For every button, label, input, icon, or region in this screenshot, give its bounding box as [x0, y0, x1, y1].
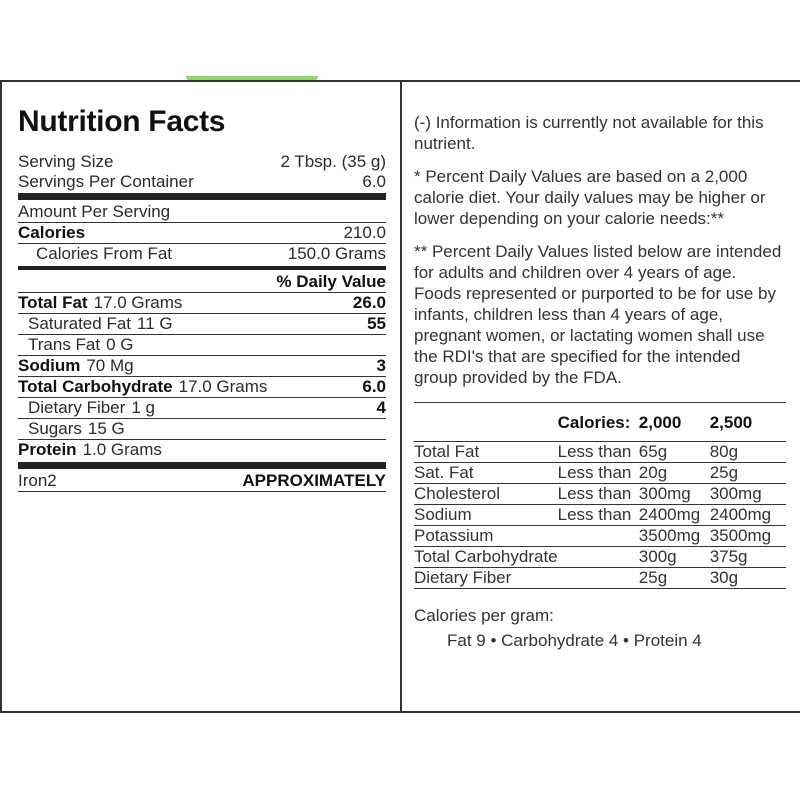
nutrient-name: Total Carbohydrate	[414, 547, 558, 566]
qualifier: Less than	[557, 505, 632, 524]
sodium-dv: 3	[376, 356, 386, 375]
dietary-fiber-amount: 1 g	[131, 398, 155, 417]
value-2500: 80g	[709, 442, 739, 461]
sodium-row	[18, 356, 386, 377]
nutrient-name: Dietary Fiber	[414, 568, 512, 587]
serving-size-value: 2 Tbsp. (35 g)	[280, 152, 386, 171]
value-2000: 3500mg	[638, 526, 701, 545]
calories-label: Calories	[18, 223, 86, 242]
table-row	[414, 568, 786, 589]
rdi-note: ** Percent Daily Values listed below are intended for adults and children over 4 years of age. Foods represented or purported to be for use by infants, children less than 4 years of age, pregnant women, or lactating women shall use the RDI's that are specified for the intended group provided by the FDA.	[414, 242, 782, 387]
value-2000: 65g	[638, 442, 668, 461]
nutrient-name: Sat. Fat	[414, 463, 474, 482]
servings-per-container-row	[18, 172, 386, 200]
serving-size-label: Serving Size	[18, 152, 114, 171]
nutrient-name: Total Fat	[414, 442, 480, 461]
nutrient-name: Sodium	[414, 505, 472, 524]
daily-values-table	[414, 403, 786, 589]
sodium-label: Sodium	[18, 356, 81, 375]
value-2000: 300g	[638, 547, 677, 566]
protein-amount: 1.0 Grams	[82, 440, 162, 459]
qualifier: Less than	[557, 442, 632, 461]
daily-values-header-row	[414, 403, 786, 442]
trans-fat-label: Trans Fat	[28, 335, 101, 354]
value-2500: 3500mg	[709, 526, 772, 545]
col-2500-header: 2,500	[709, 413, 753, 432]
dietary-fiber-row	[18, 398, 386, 419]
daily-value-header: % Daily Value	[276, 272, 386, 291]
saturated-fat-row	[18, 314, 386, 335]
sugars-amount: 15 G	[87, 419, 125, 438]
value-2500: 30g	[709, 568, 739, 587]
calories-value: 210.0	[343, 223, 386, 242]
trans-fat-row	[18, 335, 386, 356]
trans-fat-amount: 0 G	[106, 335, 134, 354]
daily-values-panel	[414, 112, 786, 651]
nutrition-facts-panel	[18, 104, 386, 492]
iron-value: APPROXIMATELY	[242, 471, 386, 490]
calories-header: Calories:	[557, 413, 631, 432]
info-unavailable-note: (-) Information is currently not available for this nutrient.	[414, 113, 764, 153]
table-row	[414, 547, 786, 568]
qualifier	[558, 526, 639, 547]
protein-label: Protein	[18, 440, 77, 459]
total-carbohydrate-label: Total Carbohydrate	[18, 377, 173, 396]
sugars-label: Sugars	[28, 419, 82, 438]
calories-from-fat-label: Calories From Fat	[36, 244, 173, 263]
calories-per-gram-label: Calories per gram:	[414, 606, 554, 625]
value-2000: 25g	[638, 568, 668, 587]
calories-from-fat-value: 150.0 Grams	[287, 244, 386, 263]
dietary-fiber-label: Dietary Fiber	[28, 398, 126, 417]
value-2500: 2400mg	[709, 505, 772, 524]
calories-per-gram-values: Fat 9 • Carbohydrate 4 • Protein 4	[447, 631, 702, 650]
table-row	[414, 463, 786, 484]
total-fat-dv: 26.0	[352, 293, 386, 312]
qualifier: Less than	[557, 484, 632, 503]
table-row	[414, 526, 786, 547]
amount-per-serving-row	[18, 202, 386, 223]
nutrient-name: Cholesterol	[414, 484, 500, 503]
value-2000: 300mg	[638, 484, 691, 503]
daily-value-header-row	[18, 272, 386, 293]
sodium-amount: 70 Mg	[86, 356, 134, 375]
nutrient-name: Potassium	[414, 526, 494, 545]
iron-label: Iron2	[18, 471, 57, 490]
table-row	[414, 484, 786, 505]
saturated-fat-amount: 11 G	[137, 314, 173, 333]
amount-per-serving-label: Amount Per Serving	[18, 202, 171, 221]
protein-row	[18, 440, 386, 469]
total-carbohydrate-dv: 6.0	[362, 377, 386, 396]
qualifier: Less than	[557, 463, 632, 482]
nutrition-facts-title: Nutrition Facts	[18, 105, 226, 138]
total-fat-amount: 17.0 Grams	[93, 293, 183, 312]
col-2000-header: 2,000	[638, 413, 682, 432]
calories-row	[18, 223, 386, 244]
saturated-fat-dv: 55	[367, 314, 386, 333]
total-fat-label: Total Fat	[18, 293, 88, 312]
value-2500: 300mg	[709, 484, 762, 503]
sugars-row	[18, 419, 386, 440]
servings-value: 6.0	[362, 172, 386, 191]
serving-size-row	[18, 152, 386, 172]
dietary-fiber-dv: 4	[376, 398, 386, 417]
table-row	[414, 505, 786, 526]
total-fat-row	[18, 293, 386, 314]
calories-from-fat-row	[18, 244, 386, 270]
servings-label: Servings Per Container	[18, 172, 194, 191]
saturated-fat-label: Saturated Fat	[28, 314, 132, 333]
table-row	[414, 442, 786, 463]
qualifier	[558, 568, 639, 589]
value-2500: 25g	[709, 463, 739, 482]
value-2500: 375g	[709, 547, 748, 566]
left-border	[0, 80, 2, 713]
total-carbohydrate-row	[18, 377, 386, 398]
panel-divider	[400, 80, 402, 713]
value-2000: 2400mg	[638, 505, 701, 524]
qualifier	[558, 547, 639, 568]
value-2000: 20g	[638, 463, 668, 482]
iron-row	[18, 471, 386, 492]
percent-dv-note: * Percent Daily Values are based on a 2,000 calorie diet. Your daily values may be higher or lower depending on your calorie needs:**	[414, 167, 766, 228]
total-carbohydrate-amount: 17.0 Grams	[178, 377, 268, 396]
